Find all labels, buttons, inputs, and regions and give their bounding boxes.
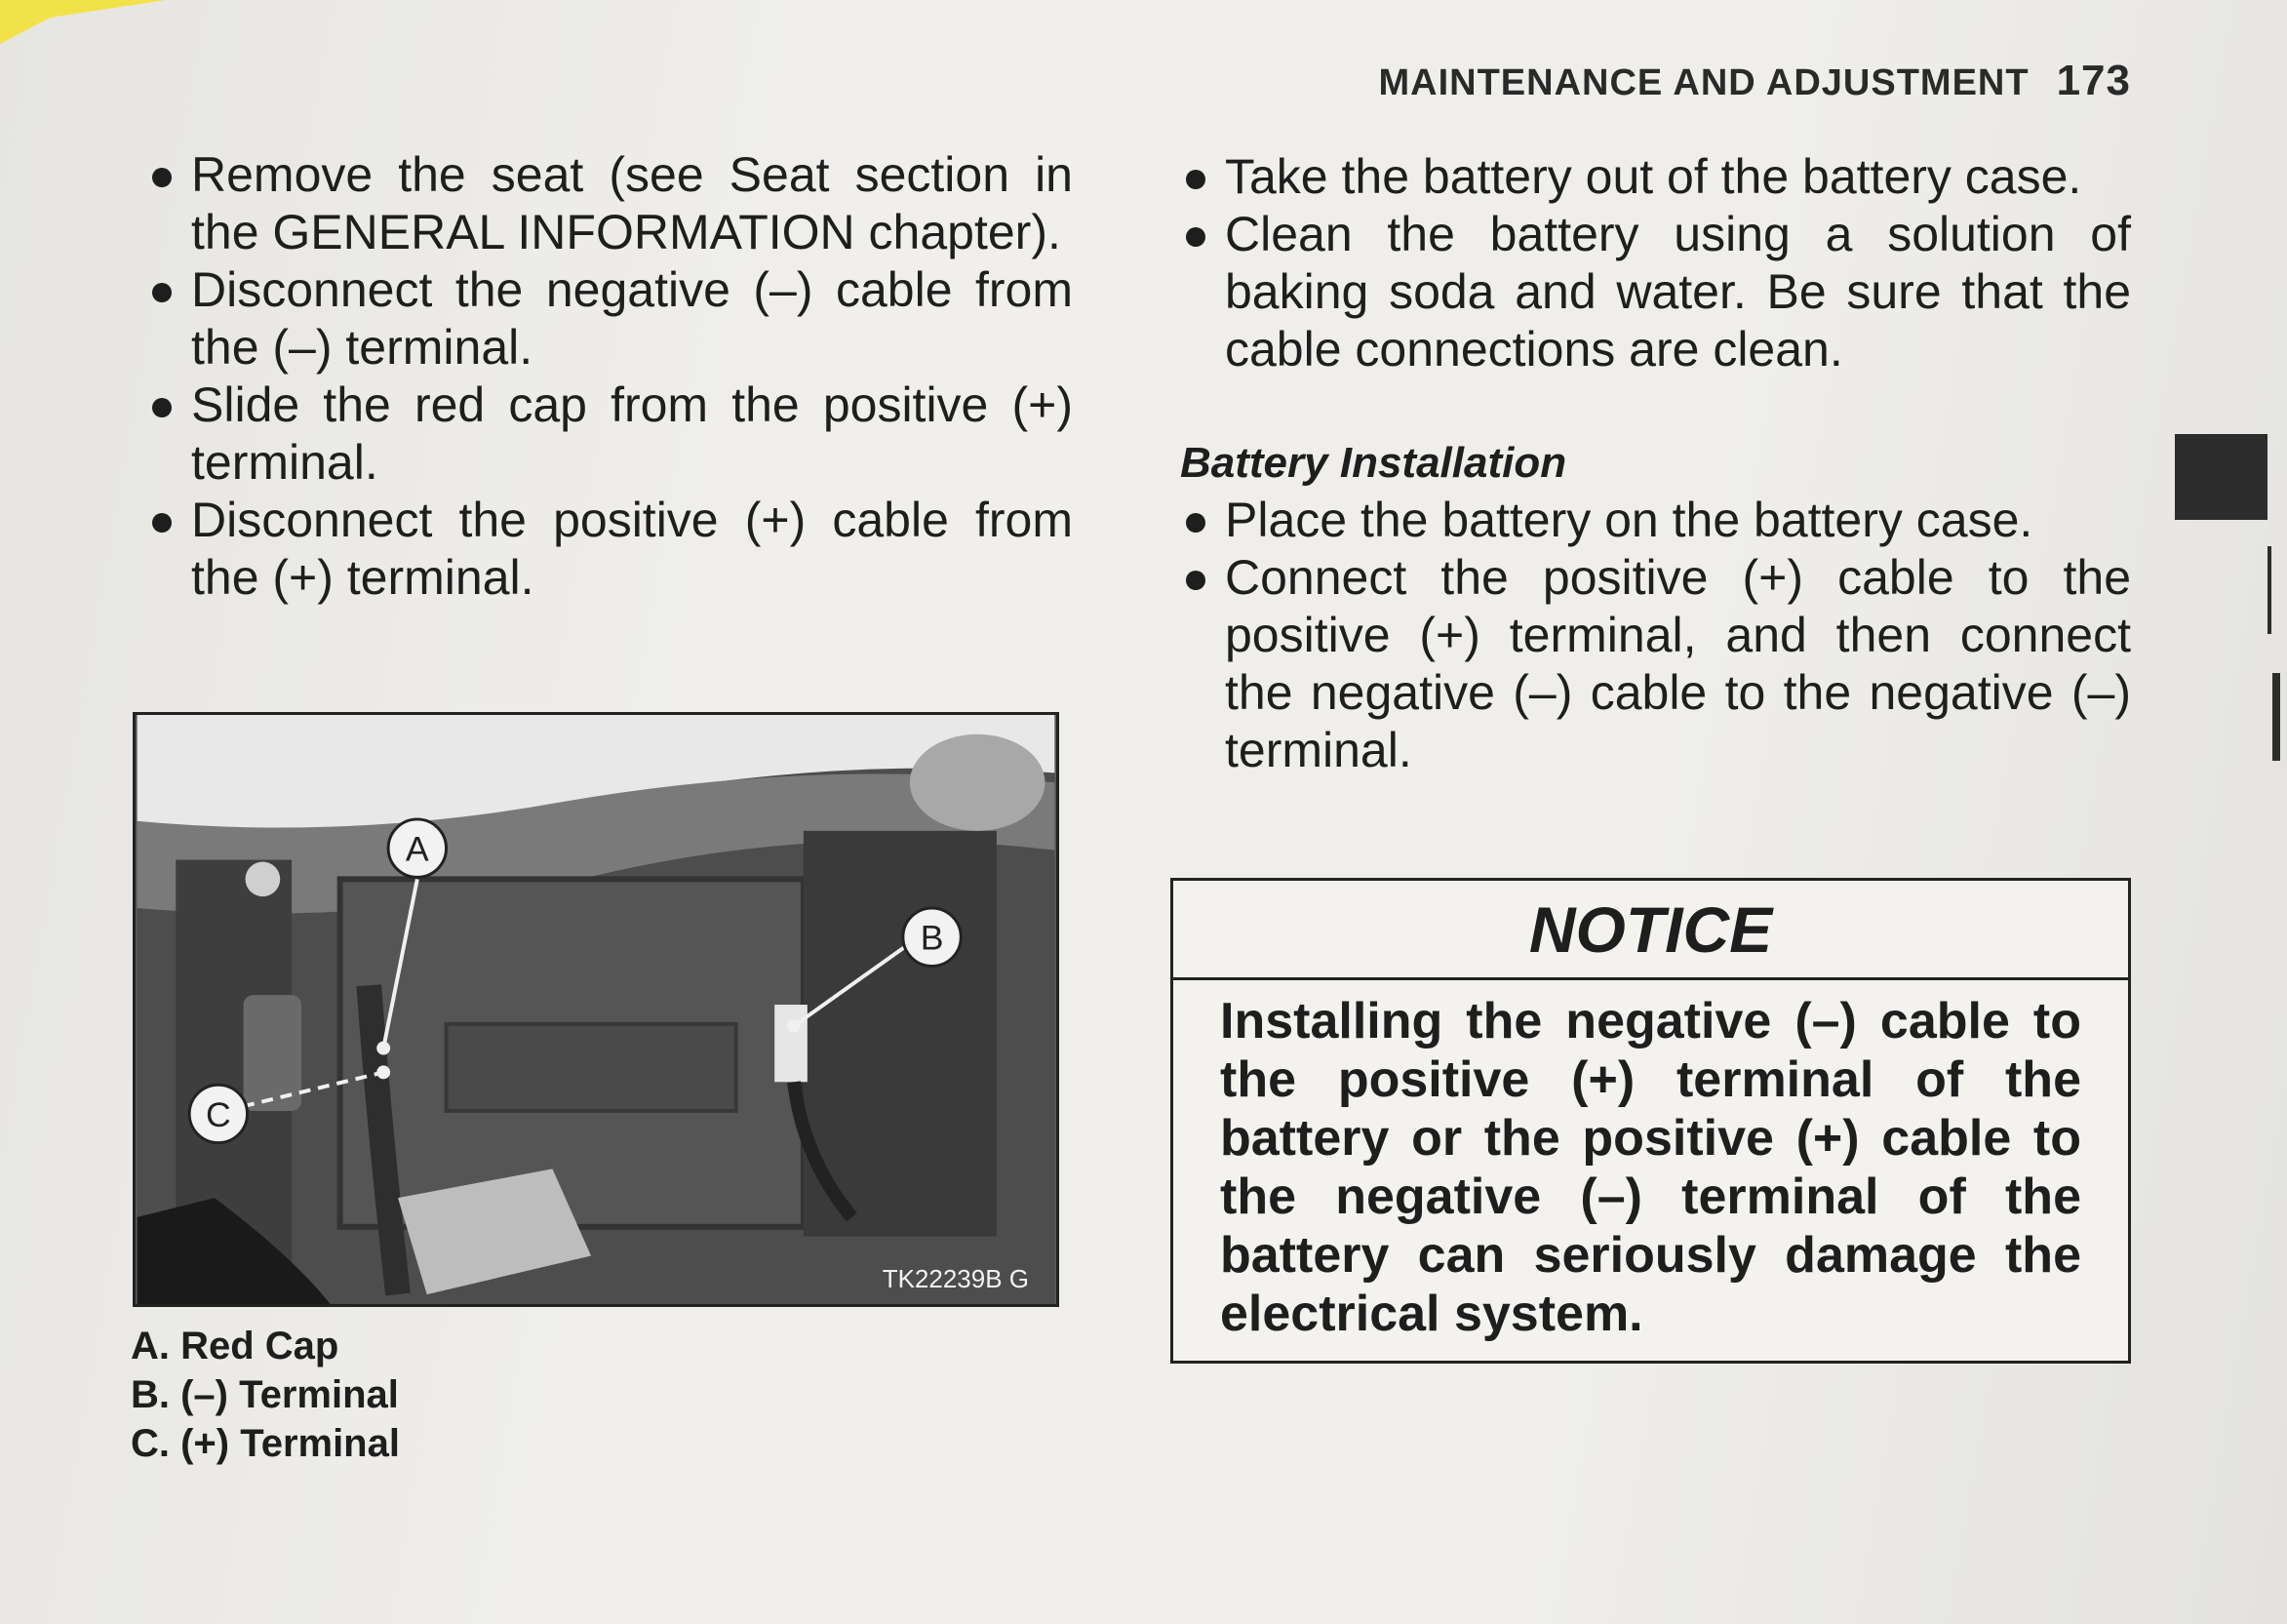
legend-item: A. Red Cap xyxy=(131,1325,339,1367)
installation-steps xyxy=(1180,492,2131,779)
list-item: Remove the seat (see Seat section in the GENERAL INFORMATION chapter). xyxy=(146,146,1073,261)
thumb-tab-marker xyxy=(2175,434,2267,520)
callout-a-label: A xyxy=(405,829,429,869)
callout-c-label: C xyxy=(205,1094,231,1134)
list-item: Disconnect the negative (–) cable from the (–) terminal. xyxy=(146,261,1073,376)
section-title: MAINTENANCE AND ADJUSTMENT xyxy=(1378,62,2030,103)
battery-photo-illustration xyxy=(136,715,1056,1304)
right-column xyxy=(1180,148,2131,779)
figure-code: TK22239B G xyxy=(882,1264,1029,1293)
callout-a xyxy=(388,819,446,877)
figure-legend xyxy=(131,1322,400,1468)
edge-mark xyxy=(2267,546,2271,634)
notice-box xyxy=(1170,878,2131,1364)
yellow-tape xyxy=(0,0,166,44)
callout-b-label: B xyxy=(920,918,944,958)
edge-mark xyxy=(2272,673,2280,761)
callout-b xyxy=(903,908,961,966)
left-column xyxy=(146,146,1073,607)
list-item: Connect the positive (+) cable to the positive (+) terminal, and then connect the negative (–) cable to the negative (–) terminal. xyxy=(1180,549,2131,779)
battery-photo xyxy=(133,712,1059,1307)
legend-item: C. (+) Terminal xyxy=(131,1422,400,1465)
page-number: 173 xyxy=(2056,57,2131,104)
list-item: Disconnect the positive (+) cable from the (+) terminal. xyxy=(146,492,1073,607)
legend-item: B. (–) Terminal xyxy=(131,1373,399,1416)
list-item: Place the battery on the battery case. xyxy=(1180,492,2131,549)
list-item: Take the battery out of the battery case. xyxy=(1180,148,2131,206)
section-subheading: Battery Installation xyxy=(1180,439,1567,487)
cleaning-steps xyxy=(1180,148,2131,378)
notice-body: Installing the negative (–) cable to the positive (+) terminal of the battery or the positive (+) cable to the negative (–) terminal of the battery can seriously damage the electrical system. xyxy=(1220,993,2081,1342)
callout-c xyxy=(189,1085,247,1142)
removal-steps xyxy=(146,146,1073,607)
page-header xyxy=(1379,57,2132,105)
notice-title: NOTICE xyxy=(1173,881,2128,980)
list-item: Clean the battery using a solution of baking soda and water. Be sure that the cable connections are clean. xyxy=(1180,206,2131,378)
list-item: Slide the red cap from the positive (+) terminal. xyxy=(146,376,1073,492)
